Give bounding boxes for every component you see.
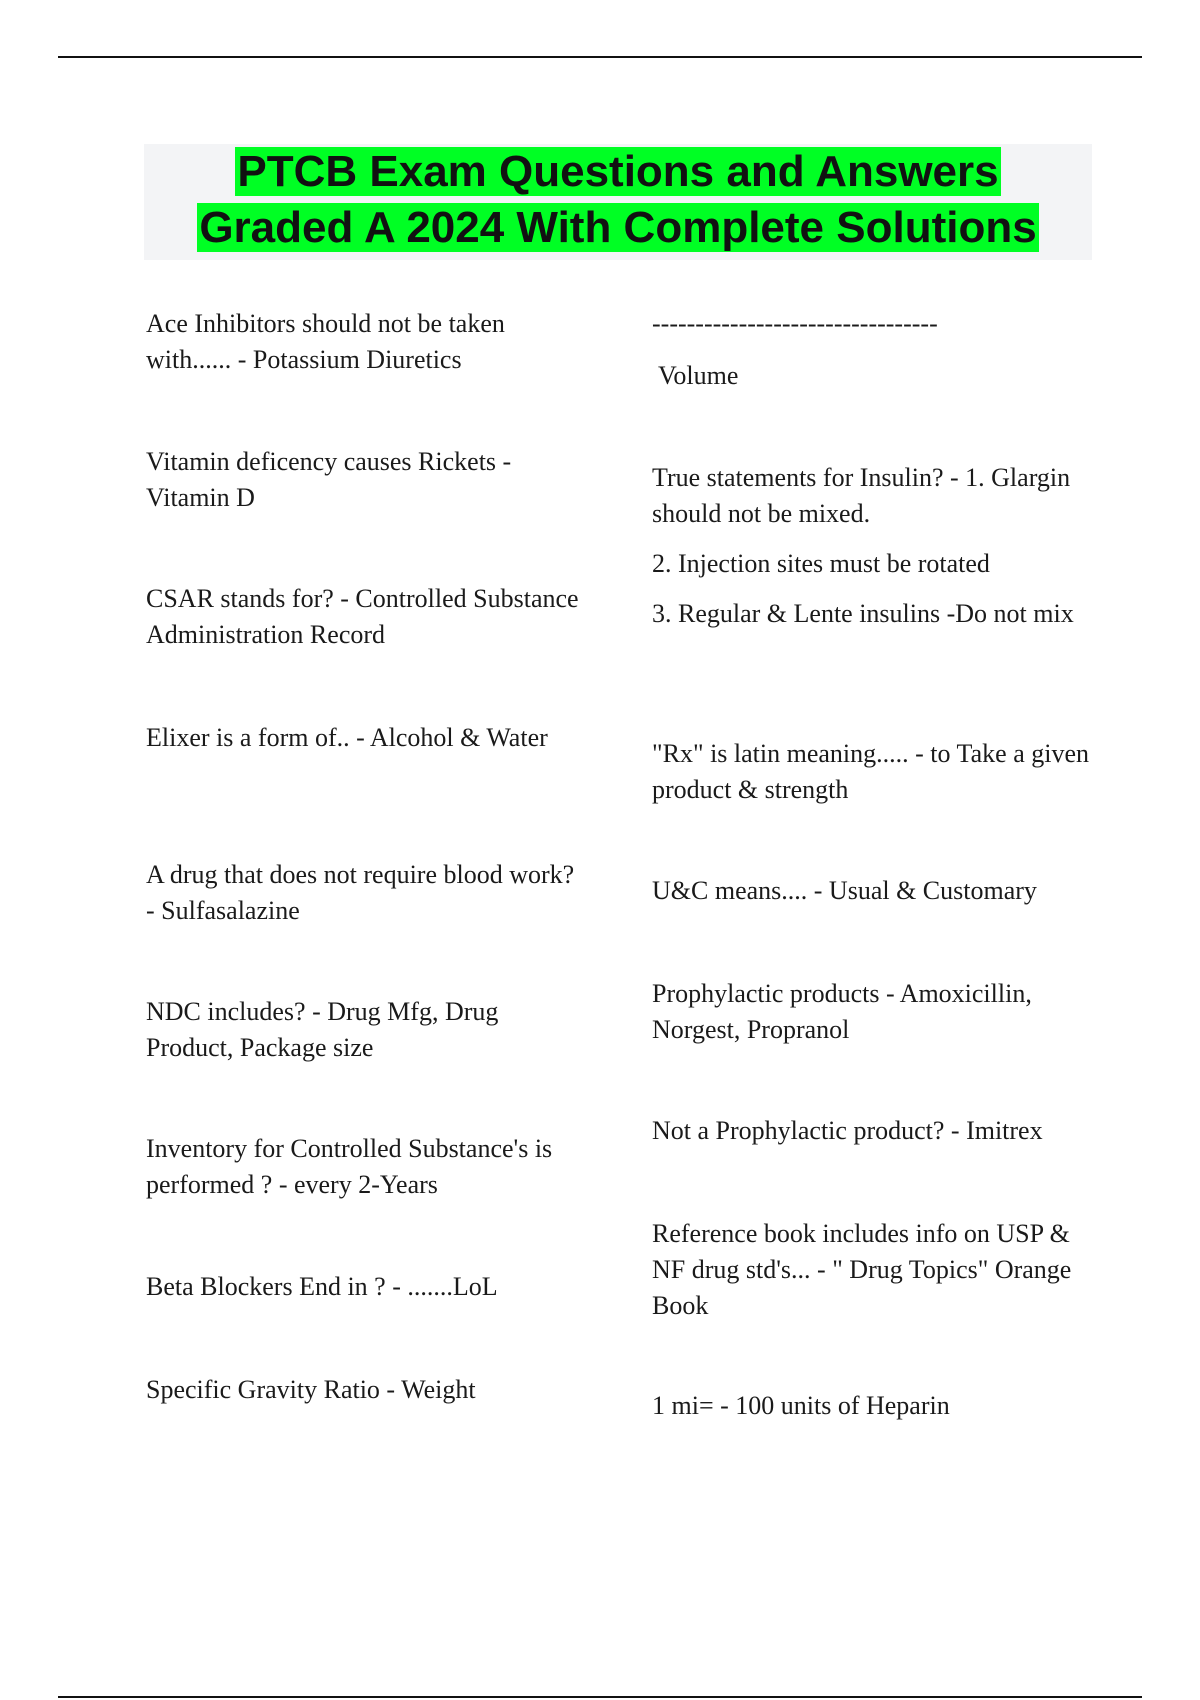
qa-item-not-prophylactic: Not a Prophylactic product? - Imitrex	[652, 1116, 1043, 1145]
qa-item-beta-blockers: Beta Blockers End in ? - .......LoL	[146, 1272, 498, 1301]
qa-item-uc: U&C means.... - Usual & Customary	[652, 876, 1037, 905]
qa-item-insulin-point-2: 2. Injection sites must be rotated	[652, 549, 990, 578]
qa-item-insulin-point-3: 3. Regular & Lente insulins -Do not mix	[652, 599, 1074, 628]
qa-item-rickets: Vitamin deficency causes Rickets - Vitamin D	[146, 447, 512, 512]
qa-item-ndc: NDC includes? - Drug Mfg, Drug Product, Package size	[146, 997, 499, 1062]
top-rule	[58, 56, 1142, 58]
qa-item-specific-gravity: Specific Gravity Ratio - Weight	[146, 1375, 476, 1404]
qa-item-ace-inhibitors: Ace Inhibitors should not be taken with...... - Potassium Diuretics	[146, 309, 505, 374]
qa-item-reference-book: Reference book includes info on USP & NF drug std's... - " Drug Topics" Orange Book	[652, 1219, 1072, 1320]
bottom-rule	[58, 1696, 1142, 1698]
document-title	[144, 144, 1092, 260]
qa-item-blood-work: A drug that does not require blood work? - Sulfasalazine	[146, 860, 575, 925]
qa-item-insulin: True statements for Insulin? - 1. Glargin should not be mixed.	[652, 463, 1071, 528]
qa-item-prophylactic: Prophylactic products - Amoxicillin, Norgest, Propranol	[652, 979, 1032, 1044]
qa-item-volume: Volume	[658, 361, 739, 390]
title-line-2: Graded A 2024 With Complete Solutions	[199, 203, 1037, 252]
qa-item-inventory: Inventory for Controlled Substance's is performed ? - every 2-Years	[146, 1134, 553, 1199]
qa-item-elixer: Elixer is a form of.. - Alcohol & Water	[146, 723, 548, 752]
qa-item-csar: CSAR stands for? - Controlled Substance Administration Record	[146, 584, 579, 649]
title-line-1: PTCB Exam Questions and Answers	[237, 147, 999, 196]
dash-separator: ---------------------------------	[652, 309, 938, 338]
qa-item-heparin: 1 mi= - 100 units of Heparin	[652, 1391, 950, 1420]
qa-item-rx: "Rx" is latin meaning..... - to Take a given product & strength	[652, 739, 1090, 804]
